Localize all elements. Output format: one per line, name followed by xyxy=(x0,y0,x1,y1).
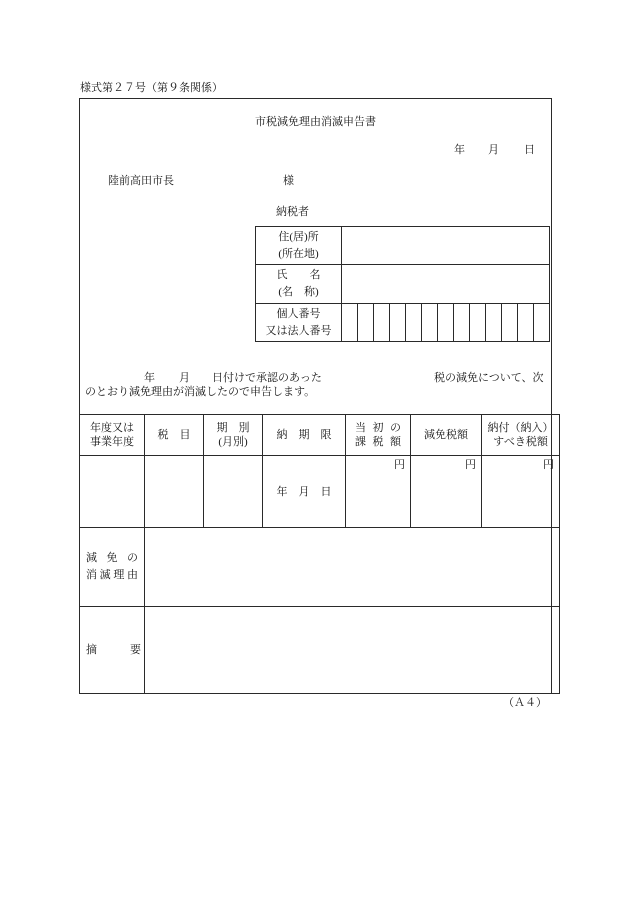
tax-item-cell xyxy=(145,456,204,528)
addressee-name: 陸前高田市長 xyxy=(108,175,174,187)
initial-tax-yen-unit: 円 xyxy=(394,459,405,471)
tax-detail-table-body xyxy=(80,415,560,694)
reason-row xyxy=(80,528,560,607)
number-digit-cell xyxy=(358,304,374,341)
address-label-cell xyxy=(256,227,342,265)
number-digit-cell xyxy=(438,304,454,341)
tax-detail-table xyxy=(79,414,560,694)
name-label: 氏 名 xyxy=(276,269,321,281)
taxpayer-table xyxy=(255,226,550,342)
tax-table-header-row xyxy=(80,415,560,456)
statement-declaration-text: のとおり減免理由が消滅したので申告します。 xyxy=(85,386,316,398)
initial-tax-cell xyxy=(346,456,411,528)
reason-value-cell xyxy=(145,528,560,607)
header-initial-tax xyxy=(346,415,411,456)
number-digit-cell xyxy=(534,304,549,341)
header-fiscal-year xyxy=(80,415,145,456)
reason-label-line1: 減 免 の xyxy=(86,552,138,564)
number-digit-cell xyxy=(454,304,470,341)
statement-year-label: 年 xyxy=(144,372,155,384)
period-cell xyxy=(204,456,263,528)
remarks-label: 摘 要 xyxy=(86,644,141,656)
date-day-label: 日 xyxy=(524,144,535,156)
number-digit-cell xyxy=(406,304,422,341)
number-digit-boxes xyxy=(342,304,549,341)
header-initial-tax-line2: 課 税 額 xyxy=(355,436,401,448)
name-value-cell xyxy=(342,265,550,304)
header-initial-tax-line1: 当 初 の xyxy=(355,422,401,434)
taxpayer-number-row xyxy=(256,304,550,342)
individual-number-label: 個人番号 xyxy=(276,307,321,320)
payable-tax-cell xyxy=(482,456,560,528)
statement-approved-text: 日付けで承認のあった xyxy=(212,372,322,384)
reason-label-line2: 消滅理由 xyxy=(86,569,138,581)
exempted-tax-cell xyxy=(411,456,482,528)
header-payable-tax-line2: すべき税額 xyxy=(493,436,548,448)
fiscal-year-cell xyxy=(80,456,145,528)
header-tax-item xyxy=(145,415,204,456)
header-payable-tax-line1: 納付（納入） xyxy=(487,422,554,434)
number-digit-cell xyxy=(486,304,502,341)
taxpayer-name-row xyxy=(256,265,550,304)
header-period xyxy=(204,415,263,456)
date-year-label: 年 xyxy=(454,144,465,156)
number-digit-cell xyxy=(422,304,438,341)
payable-tax-yen-unit: 円 xyxy=(543,459,554,471)
form-title: 市税減免理由消滅申告書 xyxy=(255,116,376,128)
number-label-cell xyxy=(256,304,342,342)
header-fiscal-year-line2: 事業年度 xyxy=(90,436,134,448)
date-month-label: 月 xyxy=(488,144,499,156)
corporate-number-label: 又は法人番号 xyxy=(265,324,332,337)
taxpayer-table-body xyxy=(256,227,550,342)
number-digit-cell xyxy=(502,304,518,341)
header-period-line1: 期 別 xyxy=(216,422,250,434)
statement-exemption-text: 税の減免について、次 xyxy=(434,372,544,384)
taxpayer-label: 納税者 xyxy=(276,206,309,218)
number-digit-cell xyxy=(342,304,358,341)
header-payable-tax xyxy=(482,415,560,456)
number-digit-cell xyxy=(470,304,486,341)
address-label: 住(居)所 xyxy=(278,230,319,243)
header-tax-item-label: 税 目 xyxy=(157,429,191,441)
name-label-cell xyxy=(256,265,342,304)
taxpayer-address-row xyxy=(256,227,550,265)
exempted-tax-yen-unit: 円 xyxy=(465,459,476,471)
remarks-value-cell xyxy=(145,607,560,694)
header-exempted-tax-label: 減免税額 xyxy=(424,429,468,441)
remarks-label-cell xyxy=(80,607,145,694)
header-fiscal-year-line1: 年度又は xyxy=(90,422,134,434)
header-due-date-label: 納 期 限 xyxy=(276,429,332,441)
addressee-honorific: 様 xyxy=(283,175,294,187)
statement-month-label: 月 xyxy=(179,372,190,384)
entity-name-label: (名 称) xyxy=(278,286,319,298)
due-date-template: 年 月 日 xyxy=(276,485,332,498)
header-period-line2: (月別) xyxy=(218,436,248,448)
paper-size-label: （Ａ４） xyxy=(503,697,547,709)
form-number: 様式第２７号（第９条関係） xyxy=(80,82,223,94)
header-due-date xyxy=(263,415,346,456)
tax-table-data-row xyxy=(80,456,560,528)
address-value-cell xyxy=(342,227,550,265)
number-value-cell xyxy=(342,304,550,342)
header-exempted-tax xyxy=(411,415,482,456)
remarks-row xyxy=(80,607,560,694)
location-label: (所在地) xyxy=(278,247,319,260)
number-digit-cell xyxy=(518,304,534,341)
reason-label-cell xyxy=(80,528,145,607)
number-digit-cell xyxy=(390,304,406,341)
number-digit-cell xyxy=(374,304,390,341)
due-date-cell xyxy=(263,456,346,528)
